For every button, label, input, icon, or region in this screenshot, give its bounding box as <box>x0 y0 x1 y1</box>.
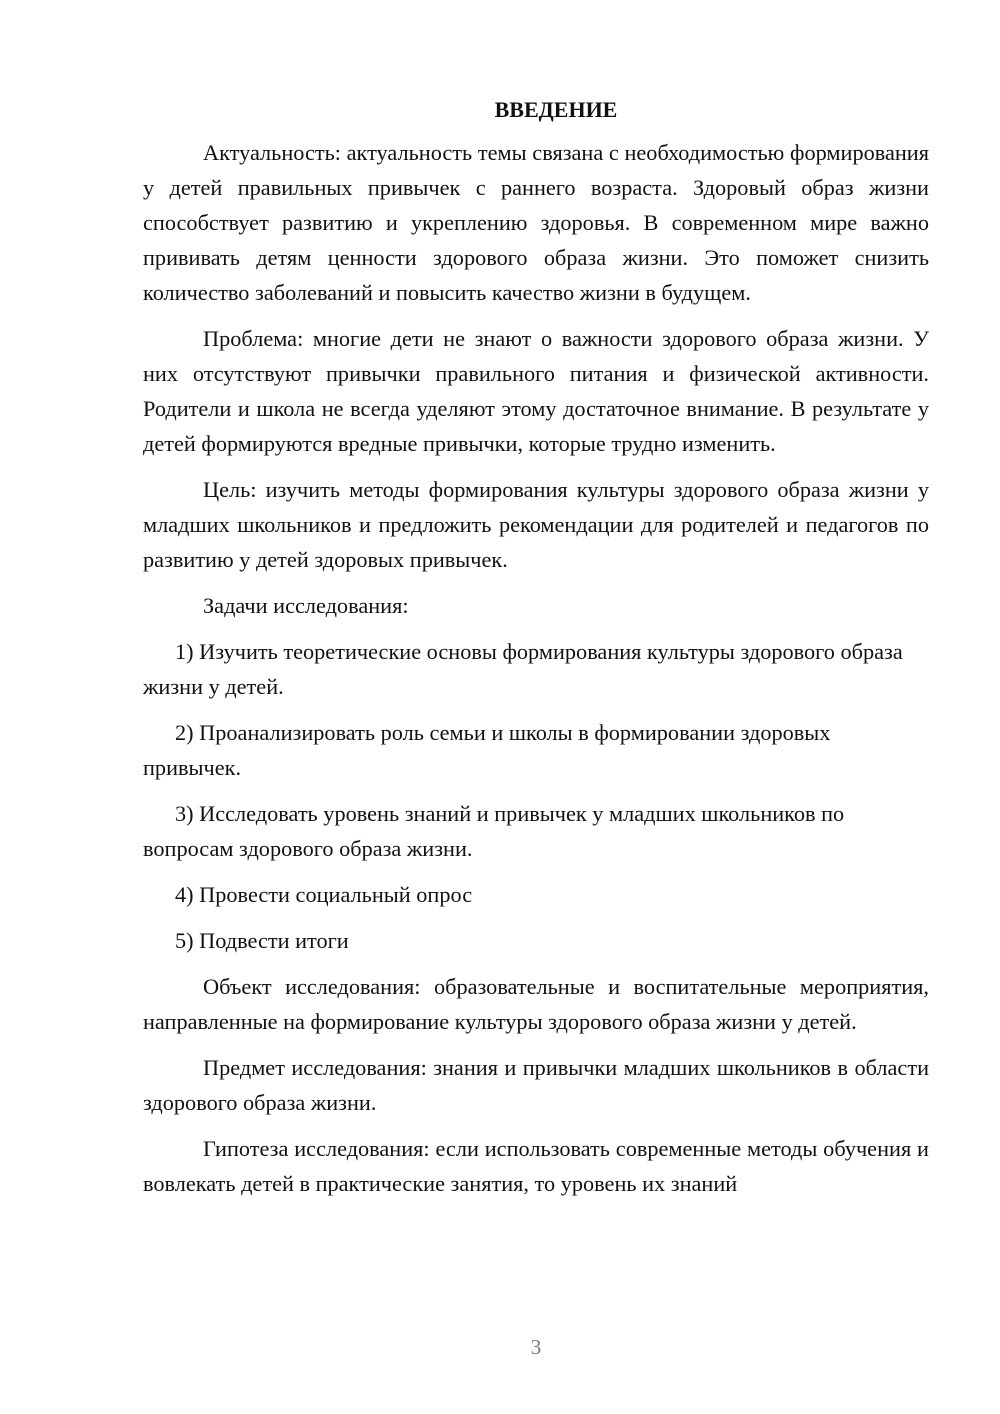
subject-paragraph: Предмет исследования: знания и привычки младших школьников в области здорового образа жизни. <box>143 1055 929 1115</box>
problem-paragraph: Проблема: многие дети не знают о важности здорового образа жизни. У них отсутствуют привычки правильного питания и физической активности. Родители и школа не всегда уделяют этому достаточное внимание. В результате у детей формируются вредные привычки, которые трудно изменить. <box>143 326 929 456</box>
goal-paragraph: Цель: изучить методы формирования культуры здорового образа жизни у младших школьников и предложить рекомендации для родителей и педагогов по развитию у детей здоровых привычек. <box>143 477 929 572</box>
object-paragraph: Объект исследования: образовательные и воспитательные мероприятия, направленные на формирование культуры здорового образа жизни у детей. <box>143 974 929 1034</box>
section-title: ВВЕДЕНИЕ <box>494 97 618 122</box>
task-item: 2) Проанализировать роль семьи и школы в формировании здоровых привычек. <box>143 720 831 780</box>
relevance-paragraph: Актуальность: актуальность темы связана с необходимостью формирования у детей правильных привычек с раннего возраста. Здоровый образ жизни способствует развитию и укреплению здоровья. В современном мире важно прививать детям ценности здорового образа жизни. Это поможет снизить количество заболеваний и повысить качество жизни в будущем. <box>143 140 929 305</box>
hypothesis-paragraph: Гипотеза исследования: если использовать современные методы обучения и вовлекать детей в практические занятия, то уровень их знаний <box>143 1136 929 1196</box>
page-number: 3 <box>530 1335 542 1359</box>
task-item: 1) Изучить теоретические основы формирования культуры здорового образа жизни у детей. <box>143 639 903 699</box>
task-item: 5) Подвести итоги <box>175 928 349 953</box>
tasks-heading: Задачи исследования: <box>203 593 409 618</box>
task-item: 4) Провести социальный опрос <box>175 882 473 907</box>
task-item: 3) Исследовать уровень знаний и привычек у младших школьников по вопросам здорового образа жизни. <box>143 801 845 861</box>
page-content <box>143 92 929 1212</box>
